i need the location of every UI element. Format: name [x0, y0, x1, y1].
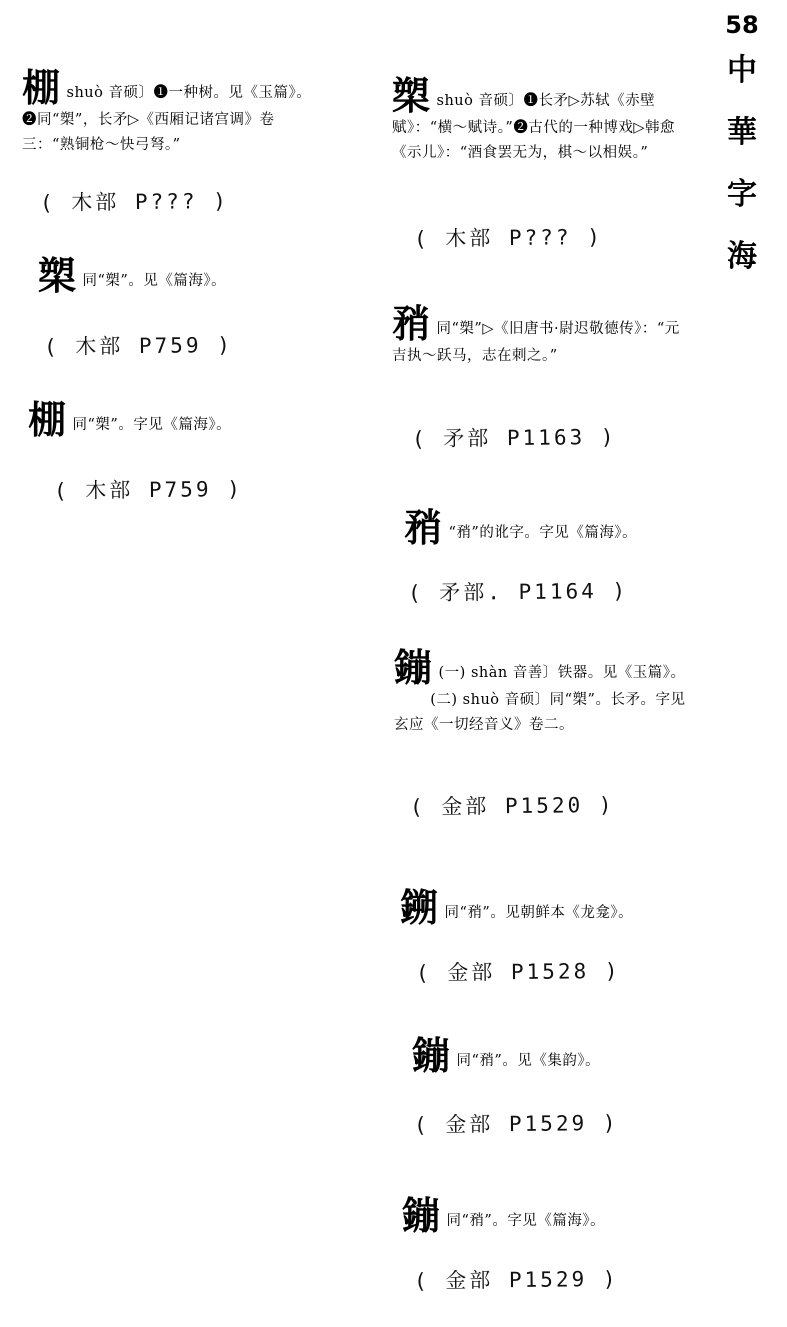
headword: 槊 [392, 73, 431, 118]
dictionary-entry [412, 1033, 702, 1078]
handwritten-note: ( 木部 P??? ) [413, 225, 603, 251]
dictionary-entry [400, 885, 700, 930]
handwritten-note: ( 金部 P1520 ) [409, 792, 615, 820]
handwritten-note: ( 木部 P759 ) [53, 477, 243, 503]
definition-text: shuò 音硕〕❶长矛▷苏轼《赤壁赋》：“横～赋诗。”❷古代的一种博戏▷韩愈《示儿》：“酒食罢无为，棋～以相娱。” [392, 93, 675, 161]
handwritten-note: ( 金部 P1529 ) [413, 1266, 619, 1294]
title-char: 字 [727, 177, 757, 212]
dictionary-entry [22, 65, 322, 158]
title-char: 華 [727, 115, 757, 150]
definition-text: “矟”的讹字。字见《篇海》。 [448, 525, 638, 541]
headword: 棚 [28, 397, 67, 442]
definition-text: 同“槊”。字见《篇海》。 [72, 417, 232, 433]
title-char: 海 [727, 239, 757, 274]
definition-text: 同“矟”。见《集韵》。 [456, 1053, 601, 1069]
headword: 矟 [404, 505, 443, 550]
handwritten-note: ( 矛部. P1164 ) [407, 578, 629, 606]
title-char: 中 [727, 53, 757, 88]
handwritten-note: ( 木部 P??? ) [39, 189, 229, 215]
page-header [722, 10, 762, 288]
handwritten-note: ( 木部 P759 ) [43, 333, 233, 359]
definition-text: (二) shuò 音硕〕同“槊”。长矛。字见玄应《一切经音义》卷二。 [394, 692, 686, 733]
dictionary-entry [38, 253, 328, 298]
dictionary-entry [402, 1193, 702, 1238]
headword: 矟 [392, 301, 431, 346]
dictionary-entry [392, 73, 692, 166]
definition-text: 同“槊”。见《篇海》。 [82, 273, 227, 289]
headword: 鏰 [412, 1033, 451, 1078]
handwritten-note: ( 金部 P1529 ) [413, 1110, 619, 1138]
headword: 鏰 [402, 1193, 441, 1238]
headword: 鏰 [394, 645, 433, 690]
dictionary-entry [28, 397, 328, 442]
definition-text: (一) shàn 音善〕铁器。见《玉篇》。 [438, 665, 686, 681]
definition-text: 同“矟”。字见《篇海》。 [446, 1213, 606, 1229]
headword: 棚 [22, 65, 61, 110]
headword: 槊 [38, 253, 77, 298]
handwritten-note: ( 矛部 P1163 ) [411, 424, 617, 452]
handwritten-note: ( 金部 P1528 ) [415, 958, 621, 986]
definition-text: 同“槊”▷《旧唐书·尉迟敬德传》：“元吉执～跃马，志在刺之。” [392, 321, 680, 364]
dictionary-entry [394, 645, 690, 738]
definition-text: shuò 音硕〕❶一种树。见《玉篇》。❷同“槊”，长矛▷《西厢记诸宫调》卷三：“熟铜枪～快弓弩。” [22, 85, 312, 153]
headword: 鎙 [400, 885, 439, 930]
dictionary-entry [392, 301, 692, 369]
dictionary-entry [404, 505, 694, 550]
definition-text: 同“矟”。见朝鲜本《龙龛》。 [444, 905, 634, 921]
page-number: 58 [725, 11, 759, 39]
